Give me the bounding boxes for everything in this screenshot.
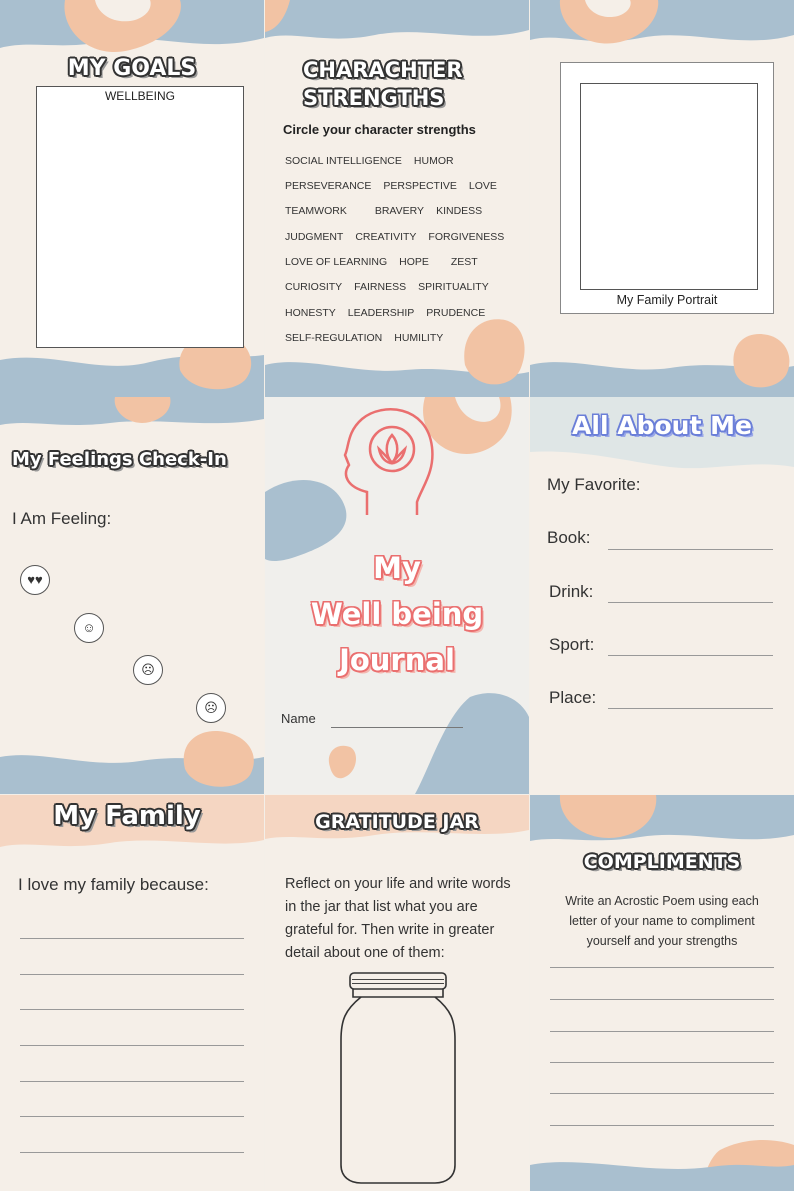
writing-line[interactable] <box>550 1062 774 1063</box>
portrait-frame <box>560 62 774 314</box>
instruction: Circle your character strengths <box>283 122 476 137</box>
compliments-instructions: Write an Acrostic Poem using each letter of your name to compliment yourself and your strengths <box>565 894 759 948</box>
about-page <box>530 397 794 794</box>
strength-row <box>285 281 501 293</box>
field-label-sport: Sport: <box>549 635 595 654</box>
decorative-shapes <box>265 795 529 1191</box>
writing-line[interactable] <box>20 1152 244 1153</box>
strength-option[interactable]: PERSEVERANCE <box>285 180 372 192</box>
page-title: My Feelings Check-In <box>12 449 227 470</box>
photo-area[interactable] <box>580 83 758 290</box>
writing-line[interactable] <box>20 1009 244 1010</box>
portrait-caption: My Family Portrait <box>616 293 718 307</box>
book-answer-line[interactable] <box>608 549 773 550</box>
portrait-page <box>530 0 794 397</box>
page-title: All About Me <box>572 411 752 440</box>
compliments-page <box>530 795 794 1191</box>
head-lotus-icon <box>345 409 432 515</box>
strength-option[interactable]: JUDGMENT <box>285 231 344 243</box>
writing-line[interactable] <box>20 938 244 939</box>
strength-row <box>285 307 497 319</box>
decorative-shapes <box>0 795 264 1191</box>
field-label-drink: Drink: <box>549 582 594 601</box>
heart-eyes-icon[interactable]: ♥♥ <box>20 565 50 595</box>
writing-line[interactable] <box>20 1081 244 1082</box>
strength-option[interactable]: PERSPECTIVE <box>383 180 457 192</box>
title-line-2: STRENGTHS <box>303 86 445 110</box>
drink-answer-line[interactable] <box>608 602 773 603</box>
writing-line[interactable] <box>20 974 244 975</box>
strength-row <box>285 180 509 192</box>
place-answer-line[interactable] <box>608 708 773 709</box>
strengths-page <box>265 0 529 397</box>
crying-icon[interactable]: ☹ <box>133 655 163 685</box>
writing-line[interactable] <box>20 1045 244 1046</box>
strength-option[interactable]: KINDESS <box>436 205 483 217</box>
writing-line[interactable] <box>550 1031 774 1032</box>
strength-option[interactable]: LOVE <box>468 180 497 192</box>
strength-option[interactable]: ZEST <box>450 256 478 268</box>
family-prompt: I love my family because: <box>18 875 209 894</box>
page-title: GRATITUDE JAR <box>315 811 479 833</box>
writing-line[interactable] <box>550 967 774 968</box>
box-label: WELLBEING <box>104 89 176 103</box>
sport-answer-line[interactable] <box>608 655 773 656</box>
strength-row <box>285 231 516 243</box>
strength-option[interactable]: HONESTY <box>285 307 336 319</box>
angry-icon[interactable]: ☹ <box>196 693 226 723</box>
strength-row <box>285 332 455 344</box>
page-title: COMPLIMENTS <box>583 851 741 873</box>
title-line-3: Journal <box>339 643 455 677</box>
feelings-page <box>0 397 264 794</box>
strength-option[interactable]: LOVE OF LEARNING <box>285 256 388 268</box>
feeling-prompt: I Am Feeling: <box>12 509 112 528</box>
strength-row <box>285 155 466 167</box>
favorite-label: My Favorite: <box>547 475 641 494</box>
strength-row <box>285 256 490 268</box>
field-label-book: Book: <box>547 528 591 547</box>
strength-option[interactable]: HUMOR <box>413 155 454 167</box>
strength-option[interactable]: FAIRNESS <box>354 281 407 293</box>
name-label: Name <box>281 711 316 726</box>
writing-line[interactable] <box>20 1116 244 1117</box>
journal-title <box>265 545 529 683</box>
page-title <box>303 56 463 112</box>
strength-option[interactable]: SOCIAL INTELLIGENCE <box>285 155 402 167</box>
gratitude-instructions: Reflect on your life and write words in the jar that list what you are grateful for. Then write in greater detail about one of them: <box>285 876 511 961</box>
family-page <box>0 795 264 1191</box>
strength-option[interactable]: SELF-REGULATION <box>285 332 383 344</box>
title-line-1: CHARACHTER <box>303 58 463 82</box>
strength-option[interactable]: CREATIVITY <box>355 231 417 243</box>
strength-option[interactable]: LEADERSHIP <box>347 307 415 319</box>
field-label-place: Place: <box>549 688 597 707</box>
strength-option[interactable]: SPIRITUALITY <box>418 281 489 293</box>
writing-line[interactable] <box>550 1125 774 1126</box>
strength-option[interactable]: FORGIVENESS <box>428 231 505 243</box>
strength-option[interactable]: TEAMWORK <box>285 205 347 217</box>
goals-page <box>0 0 264 397</box>
strength-row <box>285 205 494 217</box>
strength-option[interactable]: HUMILITY <box>394 332 444 344</box>
writing-line[interactable] <box>550 1093 774 1094</box>
strength-option[interactable]: BRAVERY <box>374 205 425 217</box>
gratitude-page <box>265 795 529 1191</box>
strength-option[interactable]: HOPE <box>399 256 429 268</box>
writing-line[interactable] <box>550 999 774 1000</box>
mason-jar-icon <box>341 973 455 1183</box>
strength-option[interactable]: CURIOSITY <box>285 281 343 293</box>
strength-option[interactable]: PRUDENCE <box>426 307 486 319</box>
cover-page <box>265 397 529 794</box>
title-line-2: Well being <box>310 597 484 631</box>
smile-icon[interactable]: ☺ <box>74 613 104 643</box>
page-title: My Family <box>53 801 201 831</box>
goals-box[interactable] <box>36 86 244 348</box>
title-line-1: My <box>373 551 421 585</box>
name-line[interactable] <box>331 727 463 728</box>
page-title: MY GOALS <box>67 56 197 81</box>
